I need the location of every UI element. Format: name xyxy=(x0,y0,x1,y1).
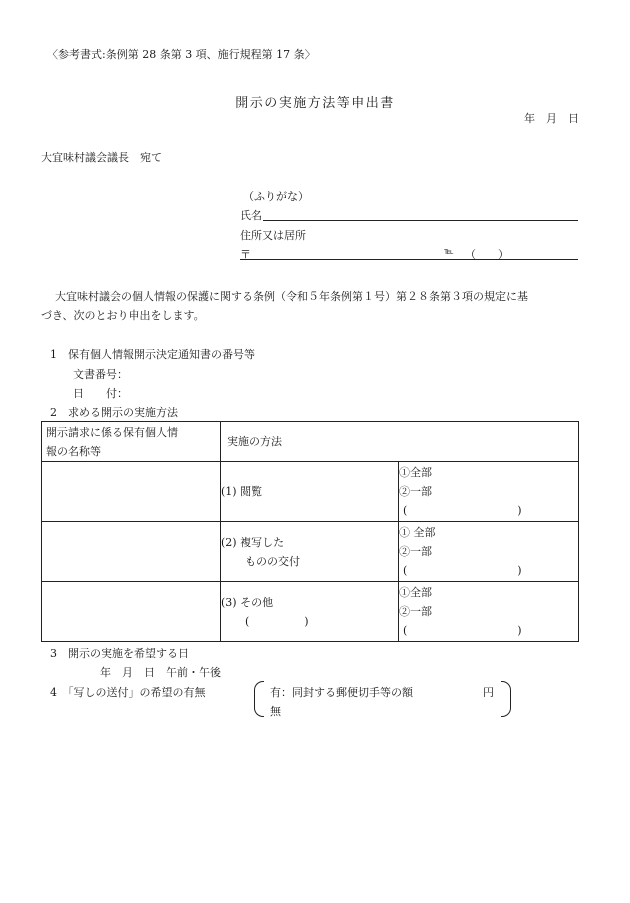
tel-field[interactable]: （ ） xyxy=(465,248,509,261)
addressee: 大宜味村議会議長 宛て xyxy=(41,151,162,164)
page-title: 開示の実施方法等申出書 xyxy=(235,96,395,111)
method-cell-view[interactable]: (1) 閲覧 xyxy=(221,462,399,522)
scope-cell[interactable]: ①全部 ②一部 ( ) xyxy=(399,582,579,642)
name-field[interactable] xyxy=(263,220,578,221)
name-label: 氏名 xyxy=(240,209,262,222)
info-name-header: 開示請求に係る保有個人情 報の名称等 xyxy=(42,422,221,462)
table-row xyxy=(42,462,579,522)
method-cell-other[interactable]: (3) その他 ( ) xyxy=(221,582,399,642)
postal-mark: 〒 xyxy=(240,248,251,261)
scope-cell[interactable]: ① 全部 ②一部 ( ) xyxy=(399,522,579,582)
right-bracket xyxy=(501,681,511,717)
table-header-row xyxy=(42,422,579,462)
info-name-cell[interactable] xyxy=(42,522,221,582)
intro-line-1: 大宜味村議会の個人情報の保護に関する条例（令和５年条例第１号）第２８条第３項の規定に基 xyxy=(55,290,528,303)
section-2-heading: 2 求める開示の実施方法 xyxy=(50,406,178,419)
document-date-label: 日 付： xyxy=(73,387,128,400)
section-3-heading: 3 開示の実施を希望する日 xyxy=(50,647,189,660)
disclosure-method-table xyxy=(41,421,579,642)
furigana-label: （ふりがな） xyxy=(243,190,309,203)
date-line: 年 月 日 xyxy=(524,112,579,125)
table-row xyxy=(42,522,579,582)
info-name-cell[interactable] xyxy=(42,462,221,522)
scope-cell[interactable]: ①全部 ②一部 ( ) xyxy=(399,462,579,522)
left-bracket xyxy=(254,681,264,717)
option-yes[interactable]: 有：同封する郵便切手等の額 xyxy=(270,686,413,699)
address-field[interactable] xyxy=(240,259,578,260)
method-header: 実施の方法 xyxy=(221,422,579,462)
tel-label: ℡ xyxy=(444,247,454,257)
option-no[interactable]: 無 xyxy=(270,705,281,718)
address-label: 住所又は居所 xyxy=(240,229,306,242)
info-name-cell[interactable] xyxy=(42,582,221,642)
desired-date-line[interactable]: 年 月 日 午前・午後 xyxy=(100,666,221,679)
reference-format-note: 〈参考書式:条例第 28 条第 3 項、施行規程第 17 条〉 xyxy=(47,48,316,61)
table-row xyxy=(42,582,579,642)
document-number-label: 文書番号： xyxy=(73,368,128,381)
section-4-heading: 4 「写しの送付」の希望の有無 xyxy=(50,686,206,699)
intro-line-2: づき、次のとおり申出をします。 xyxy=(41,309,205,322)
yen-label: 円 xyxy=(483,686,494,699)
section-1-heading: 1 保有個人情報開示決定通知書の番号等 xyxy=(50,348,255,361)
method-cell-copy[interactable]: (2) 複写した ものの交付 xyxy=(221,522,399,582)
